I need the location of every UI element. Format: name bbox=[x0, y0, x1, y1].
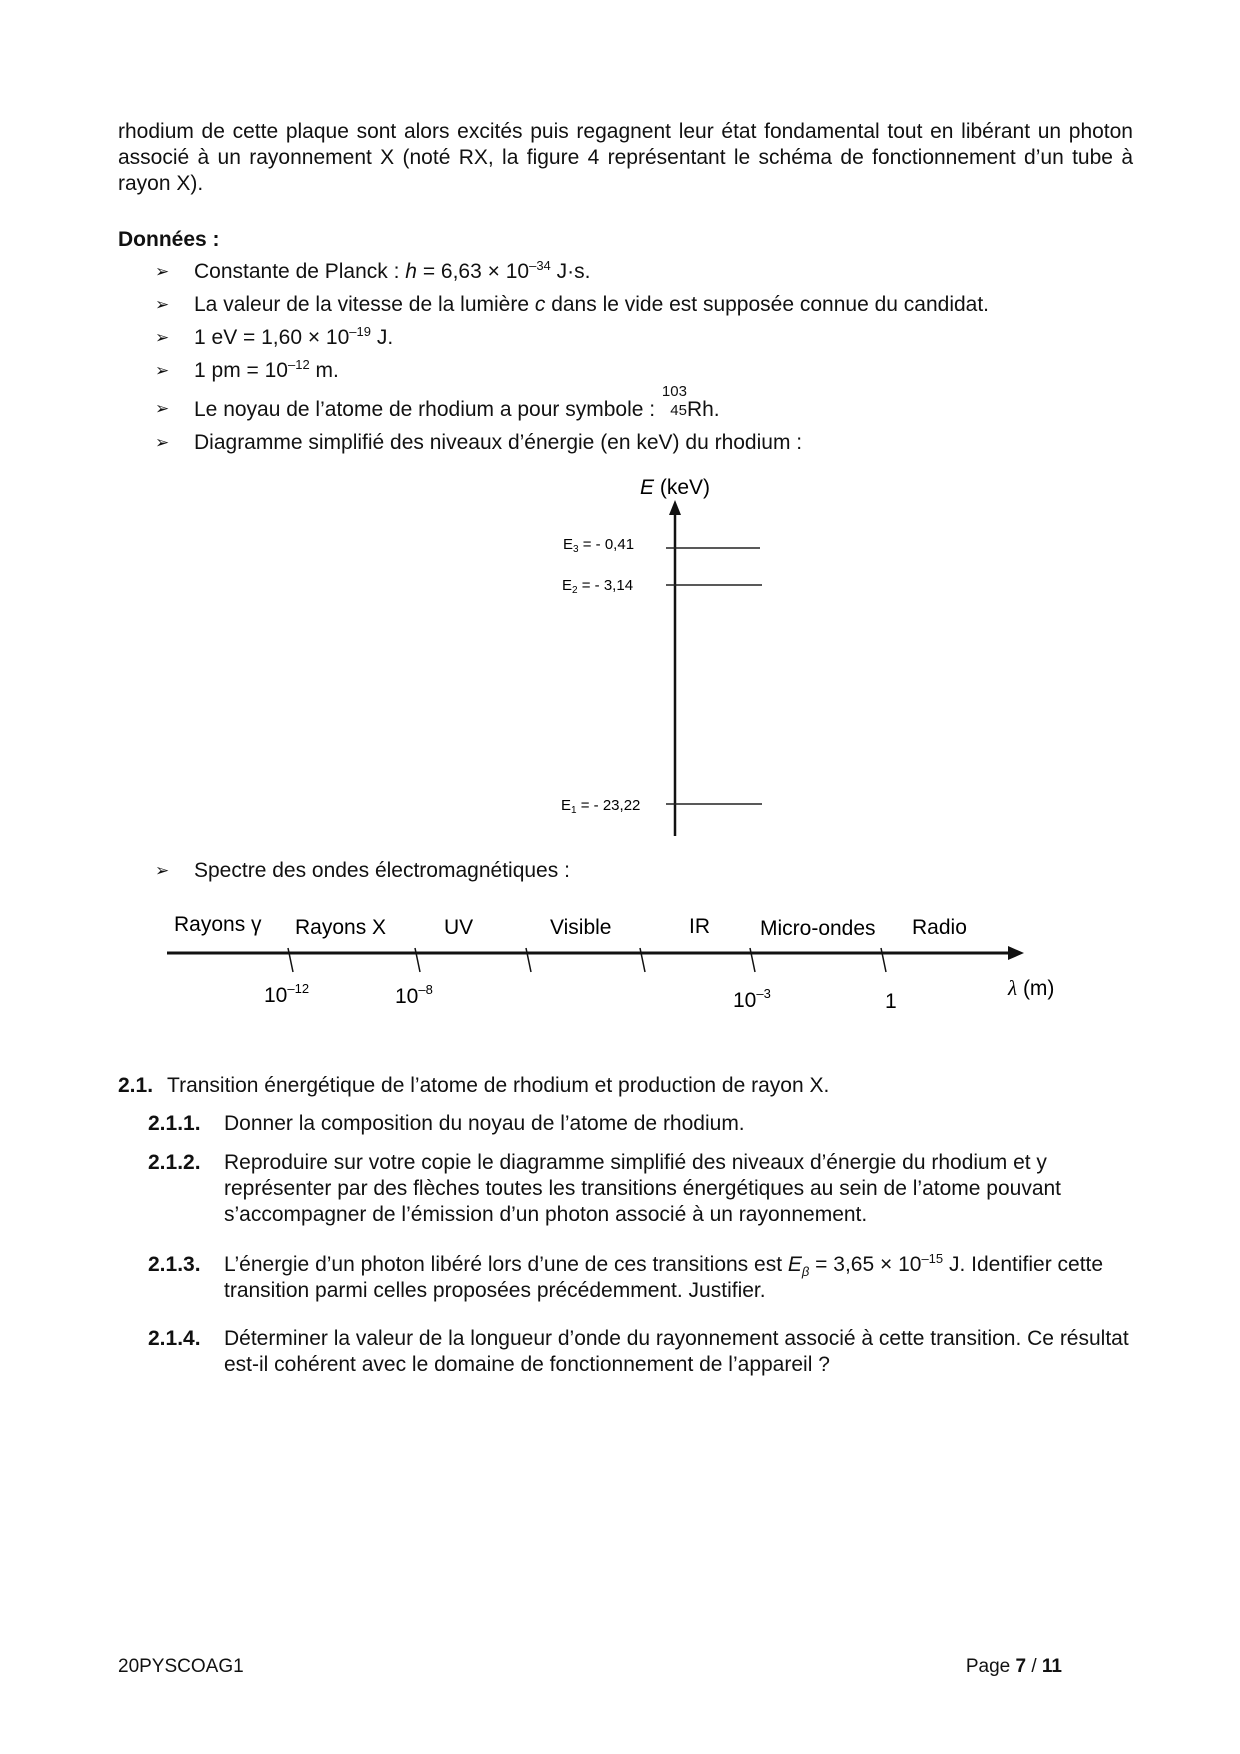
domain-ir: IR bbox=[689, 915, 710, 938]
element-symbol: Rh. bbox=[686, 398, 720, 421]
level-label: $E_3$ = - 0,41 bbox=[563, 536, 635, 555]
intro-paragraph: rhodium de cette plaque sont alors excités puis regagnent leur état fondamental tout en libérant un photon associé à un rayonnement X (noté RX, la figure 4 représentant le schéma de fonctionnement d’un tube à rayon X). bbox=[118, 120, 1133, 195]
question-2-1-1: 2.1.1. Donner la composition du noyau de l’atome de rhodium. bbox=[148, 1112, 745, 1135]
bullet-arrow-icon: ➢ bbox=[155, 328, 170, 347]
question-2-1-4: 2.1.4. Déterminer la valeur de la longueur d’onde du rayonnement associé à cette transition. Ce résultat est-il cohérent avec le domaine de fonctionnement de l’appareil ? bbox=[148, 1327, 1129, 1376]
level-label: $E_1$ = - 23,22 bbox=[561, 797, 641, 816]
spectrum-tick bbox=[415, 948, 420, 972]
energy-axis-label: E (keV) bbox=[640, 476, 711, 499]
energy-level-e2 bbox=[562, 577, 762, 596]
bullet-nucleus-symbol: ➢ Le noyau de l’atome de rhodium a pour symbole : 103 45 Rh. bbox=[155, 383, 720, 421]
bullet-arrow-icon: ➢ bbox=[155, 295, 170, 314]
bullet-arrow-icon: ➢ bbox=[155, 262, 170, 281]
bullet-arrow-icon: ➢ bbox=[155, 361, 170, 380]
spectrum-tick bbox=[288, 948, 293, 972]
energy-level-e3 bbox=[563, 536, 760, 555]
data-heading: Données : bbox=[118, 228, 220, 251]
bullet-electronvolt: ➢ 1 eV = $1,60 \times 10^{-19}$ J. bbox=[155, 324, 394, 349]
energy-axis-arrow-icon bbox=[669, 500, 681, 515]
spectrum-tick bbox=[640, 948, 645, 972]
question-2-1-2: 2.1.2. Reproduire sur votre copie le diagramme simplifié des niveaux d’énergie du rhodium et y représenter par des flèches toutes les transitions énergétiques au sein de l’atome pouvant s’accompagner de l’émission d’un photon associé à un rayonnement. bbox=[148, 1151, 1062, 1226]
spectrum-tick bbox=[881, 948, 886, 972]
bullet-spectrum: ➢ Spectre des ondes électromagnétiques : bbox=[155, 859, 570, 882]
domain-visible: Visible bbox=[550, 916, 612, 939]
em-spectrum bbox=[167, 913, 1054, 1013]
tick-label-1e-8: $10^{-8}$ bbox=[395, 982, 433, 1008]
domain-microwaves: Micro-ondes bbox=[760, 917, 876, 940]
domain-x-rays: Rayons X bbox=[295, 916, 387, 939]
bullet-arrow-icon: ➢ bbox=[155, 433, 170, 452]
question-2-1: 2.1. Transition énergétique de l’atome de rhodium et production de rayon X. bbox=[118, 1074, 830, 1097]
exam-code: 20PYSCOAG1 bbox=[118, 1656, 244, 1677]
wavelength-axis-arrow-icon bbox=[1008, 946, 1024, 960]
tick-label-1e-3: $10^{-3}$ bbox=[733, 986, 771, 1012]
spectrum-tick bbox=[750, 948, 755, 972]
domain-gamma: Rayons γ bbox=[174, 913, 262, 936]
energy-level-e1 bbox=[561, 797, 762, 816]
mass-number: 103 bbox=[661, 383, 687, 400]
wavelength-axis-label: λ (m) bbox=[1008, 976, 1055, 1000]
tick-label-1e-12: $10^{-12}$ bbox=[264, 981, 310, 1007]
question-2-1-3: 2.1.3. L’énergie d’un photon libéré lors d’une de ces transitions est $E_\beta = 3,65 \times 10^{-15}$ J. Identifier cette transition parmi celles proposées précédemment. Justifier. bbox=[148, 1251, 1104, 1302]
domain-radio: Radio bbox=[912, 916, 967, 939]
spectrum-tick bbox=[526, 948, 531, 972]
nuclide-notation bbox=[661, 383, 687, 419]
atomic-number: 45 bbox=[670, 402, 687, 419]
level-label: $E_2$ = - 3,14 bbox=[562, 577, 634, 596]
bullet-arrow-icon: ➢ bbox=[155, 399, 170, 418]
tick-label-1: 1 bbox=[885, 990, 897, 1013]
bullet-arrow-icon: ➢ bbox=[155, 861, 170, 880]
bullet-planck: ➢ Constante de Planck : $h = 6,63 \times 10^{-34}$ J·s. bbox=[155, 258, 591, 283]
domain-uv: UV bbox=[444, 916, 474, 939]
bullet-picometre: ➢ 1 pm = $10^{-12}$ m. bbox=[155, 357, 339, 382]
bullet-energy-diagram: ➢ Diagramme simplifié des niveaux d’énergie (en keV) du rhodium : bbox=[155, 431, 803, 454]
page-number: Page 7 / 11 bbox=[965, 1656, 1062, 1677]
bullet-light-speed: ➢ La valeur de la vitesse de la lumière c dans le vide est supposée connue du candidat. bbox=[155, 293, 990, 316]
